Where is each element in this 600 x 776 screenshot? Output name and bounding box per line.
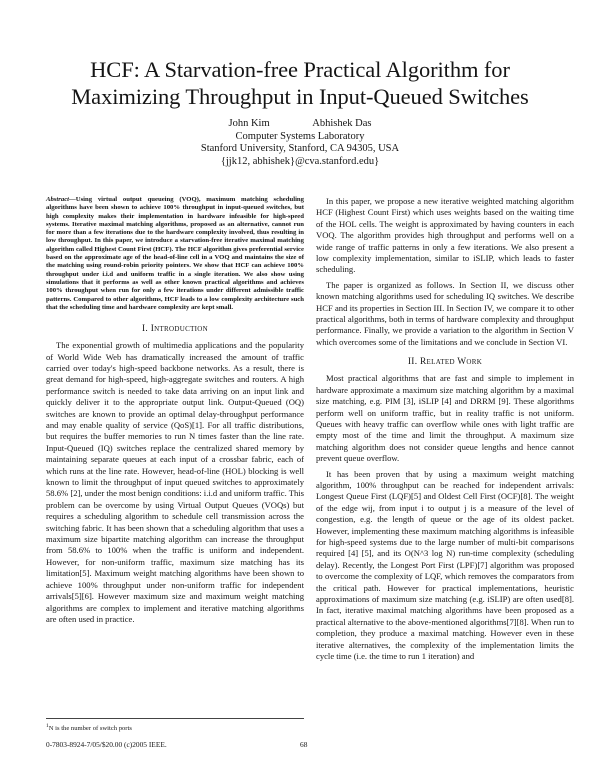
paragraph: The exponential growth of multimedia applications and the popularity of World Wide Web has dramatically increased the amount of traffic carried over today's high-speed backbone networks. As a result, there is great demand for high-speed, high-aggregate switches and routers. A high performance switch is needed to take data arriving on an input link and quickly deliver it to the appropriate output link. Output-Queued (OQ) switches are known to provide an optimal delay-throughput performance and may enable quality of service (QoS)[1]. For all traffic distributions, but requires the buffer memories to run N times faster than the line rate. Input-Queued (IQ) switches replace the centralized shared memory by maintaining separate queues at each input of a crossbar fabric, each of which runs at the line rate. However, head-of-line (HOL) blocking is well known to limit the throughput of input queued switches to approximately 58.6% [2], under the most benign conditions: i.i.d and uniform traffic. This problem can be overcome by using Virtual Output Queues (VOQs) but requires a scheduling algorithm to schedule cell transmission across the switching fabric. It has been shown that a scheduling algorithm that uses a maximum size bipartite matching algorithm can increase the throughput from 58.6% to 100% when the traffic is uniform and independent. However, for non-uniform traffic, maximum size matching has its limitation[5]. Maximum weight matching algorithms have been shown to achieve 100% throughput under non-uniform traffic for independent arrivals[5][6]. However maximum size and maximum weight matching algorithms are complex to implement and iterative matching algorithms are often used in practice. xyxy=(46,340,304,624)
left-column xyxy=(46,196,304,629)
paper-title: HCF: A Starvation-free Practical Algorithm for Maximizing Throughput in Input-Queued Switches xyxy=(71,57,529,109)
paragraph: It has been proven that by using a maximum weight matching algorithm, 100% throughput can be reached for independent arrivals: Longest Queue First (LQF)[5] and Oldest Cell First (OCF)[8]. The weight of the edge wij, from input i to output j is a measure of the level of congestion, e.g. the length of queue or the age of its oldest packet. However, implementing these maximum matching algorithms is infeasible for high-speed systems due to the large number of multi-bit comparisons required [4] [5], and its O(N^3 log N) run-time complexity (scheduling delay). Recently, the Longest Port First (LPF)[7] algorithm was proposed to overcome the complexity of LQF, which removes the comparators from the critical path. However for practical implementations, heuristic approximations of maximum size matching (e.g. iSLIP) are often used[8]. In fact, iterative maximal matching algorithms have been proposed as a practical alternative to the above-mentioned algorithms[7][8]. When run to completion, they produce a maximal matching. However even in these iterative alternatives, the complexity of the implementation limits the cycle time (i.e. the time to run 1 iteration) and xyxy=(316,468,574,662)
abstract: Abstract—Using virtual output queueing (VOQ), maximum matching scheduling algorithms have been shown to achieve 100% throughput in input-queued switches, but high complexity makes their implementation in hardware infeasible for high-speed systems. Iterative maximal matching algorithms, proposed as an alternative, cannot run for more than a few iterations due to the hardware complexity involved, thus resulting in low throughput. In this paper, we introduce a starvation-free iterative maximal matching algorithm called Highest Count First (HCF). The HCF algorithm gives preferential service based on the approximate age of the head-of-line cell in a VOQ and maintains the size of the matching using round-robin priority pointers. We show that HCF can achieve 100% throughput under i.i.d and uniform traffic in a single iteration. We also show using simulations that it performs as well as other known practical algorithms and achieves 100% throughput when run for only a few iterations under different admissible traffic patterns. Compared to other algorithms, HCF leads to a low complexity architecture such that the scheduling time and hardware complexity are kept small. xyxy=(46,196,304,311)
footnote-text: N is the number of switch ports xyxy=(48,725,132,733)
address: Stanford University, Stanford, CA 94305, USA xyxy=(200,143,400,154)
email: {jjk12, abhishek}@cva.stanford.edu} xyxy=(220,155,380,167)
author-name: Abhishek Das xyxy=(312,118,372,129)
paragraph: In this paper, we propose a new iterative weighted matching algorithm HCF (Highest Count First) which uses weights based on the waiting time of the HOL cells. The weight is approximated by having counters in each VOQ. The algorithm provides high throughput and performs well on a wide range of traffic patterns in only a few iterations. We also present a low complexity implementation, similar to iSLIP, which leads to faster scheduling. xyxy=(316,196,574,275)
affiliation: Computer Systems Laboratory xyxy=(235,130,365,142)
abstract-text: Using virtual output queueing (VOQ), maximum matching scheduling algorithms have been shown to achieve 100% throughput in input-queued switches, but high complexity makes their implementation in hardware infeasible for high-speed systems. Iterative maximal matching algorithms, proposed as an alternative, cannot run for more than a few iterations due to the hardware complexity involved, thus resulting in low throughput. In this paper, we introduce a starvation-free iterative maximal matching algorithm called Highest Count First (HCF). The HCF algorithm gives preferential service based on the approximate age of the head-of-line cell in a VOQ and maintains the size of the matching using round-robin priority pointers. We show that HCF can achieve 100% throughput under i.i.d and uniform traffic in a single iteration. We also show using simulations that it performs as well as other known practical algorithms and achieves 100% throughput when run for only a few iterations under different admissible traffic patterns. Compared to other algorithms, HCF leads to a low complexity architecture such that the scheduling time and hardware complexity are kept small. xyxy=(46,196,304,311)
right-column xyxy=(316,196,574,666)
paragraph: The paper is organized as follows. In Section II, we discuss other known matching algorithms used for scheduling IQ switches. We describe HCF and its properties in Section III. In Section IV, we compare it to other practical algorithms, both in terms of hardware complexity and throughput performance. Finally, we provide a variation to the algorithm in Section V which overcomes some of the limitations and we conclude in Section VI. xyxy=(316,279,574,347)
author-names xyxy=(0,118,600,131)
copyright-footer: 0-7803-8924-7/05/$20.00 (c)2005 IEEE. xyxy=(46,740,167,749)
author-block xyxy=(0,118,600,168)
footnote: $^1$N is the number of switch ports xyxy=(46,718,304,733)
author-name: John Kim xyxy=(228,118,270,129)
abstract-label: Abstract xyxy=(46,196,70,203)
section-heading-related-work: II. Related Work xyxy=(407,357,483,368)
page-number: 68 xyxy=(300,740,308,749)
paragraph: Most practical algorithms that are fast and simple to implement in hardware approximate a maximum size matching algorithm by a maximal size matching, e.g. PIM [3], iSLIP [4] and DRRM [9]. These algorithms perform well on uniform traffic, but in reality traffic is not uniform. Queues with heavy traffic can overflow while ones with light traffic are empty most of the time and limit the throughput. A maximum size matching algorithm does not consider queue lengths and hence cannot prevent queue overflow. xyxy=(316,373,574,464)
section-heading-introduction: I. Introduction xyxy=(142,324,208,335)
